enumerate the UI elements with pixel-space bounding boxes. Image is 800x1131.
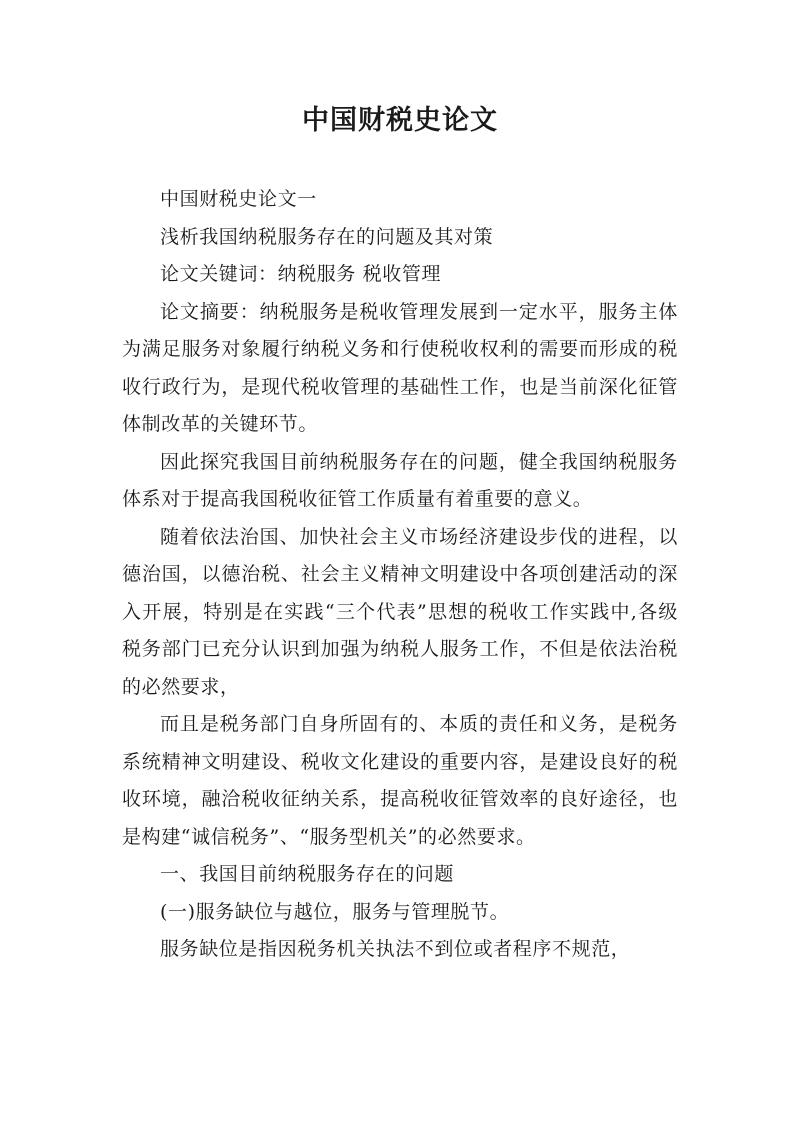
subsection-heading: (一)服务缺位与越位，服务与管理脱节。: [160, 900, 510, 923]
paragraph-article-title: 浅析我国纳税服务存在的问题及其对策: [160, 225, 494, 248]
paragraph-body: 随着依法治国、加快社会主义市场经济建设步伐的进程，以德治国，以德治税、社会主义精神文明建设中各项创建活动的深入开展，特别是在实践“三个代表”思想的税收工作实践中,各级税务部门已充分认识到加强为纳税人服务工作，不但是依法治税的必然要求，: [122, 525, 678, 698]
section-heading: 一、我国目前纳税服务存在的问题: [160, 863, 455, 885]
paragraph-keywords: 论文关键词：纳税服务 税收管理: [160, 263, 442, 285]
document-title: 中国财税史论文: [302, 105, 498, 136]
paragraph-body: 因此探究我国目前纳税服务存在的问题，健全我国纳税服务体系对于提高我国税收征管工作质量有着重要的意义。: [122, 450, 678, 510]
document-body: [122, 181, 678, 969]
paragraph-body: 服务缺位是指因税务机关执法不到位或者程序不规范，: [160, 938, 631, 960]
paragraph-abstract: 论文摘要：纳税服务是税收管理发展到一定水平，服务主体为满足服务对象履行纳税义务和行使税收权利的需要而形成的税收行政行为，是现代税收管理的基础性工作，也是当前深化征管体制改革的关键环节。: [122, 300, 678, 435]
paragraph-body: 而且是税务部门自身所固有的、本质的责任和义务，是税务系统精神文明建设、税收文化建设的重要内容，是建设良好的税收环境，融洽税收征纳关系，提高税收征管效率的良好途径，也是构建“诚信税务”、“服务型机关”的必然要求。: [122, 713, 678, 848]
paragraph-subtitle: 中国财税史论文一: [160, 188, 317, 210]
